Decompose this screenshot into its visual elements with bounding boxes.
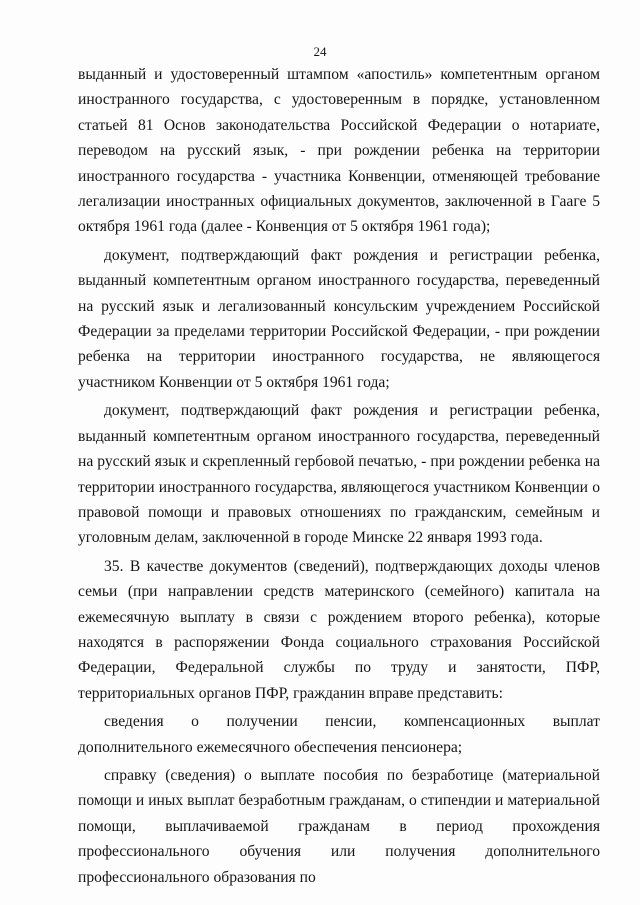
paragraph-pension-info: сведения о получении пенсии, компенсационных выплат дополнительного ежемесячного обеспечения пенсионера; [78,713,600,756]
paragraph-minsk-convention-document: документ, подтверждающий факт рождения и регистрации ребенка, выданный компетентным органом иностранного государства, переведенный на русский язык и скрепленный гербовой печатью, - при рождении ребенка на территории иностранного государства, являющегося участником Конвенции о правовой помощи и правовых отношениях по гражданским, семейным и уголовным делам, заключенной в городе Минске 22 января 1993 года. [78,402,600,547]
document-body [78,62,600,893]
paragraph-legalized-document: документ, подтверждающий факт рождения и регистрации ребенка, выданный компетентным органом иностранного государства, переведенный на русский язык и легализованный консульским учреждением Российской Федерации за пределами территории Российской Федерации, - при рождении ребенка на территории иностранного государства, не являющегося участником Конвенции от 5 октября 1961 года; [78,246,600,391]
page-number: 24 [313,44,327,59]
paragraph-item-35: 35. В качестве документов (сведений), подтверждающих доходы членов семьи (при направлении средств материнского (семейного) капитала на ежемесячную выплату в связи с рождением второго ребенка), которые находятся в распоряжении Фонда социального страхования Российской Федерации, Федеральной службы по труду и занятости, ПФР, территориальных органов ПФР, гражданин вправе представить: [78,557,600,702]
paragraph-unemployment-benefit: справку (сведения) о выплате пособия по безработице (материальной помощи и иных выплат безработным гражданам, о стипендии и материальной помощи, выплачиваемой гражданам в период прохождения профессионального обучения или получения дополнительного профессионального образования по [78,766,600,886]
paragraph-apostille-document: выданный и удостоверенный штампом «апостиль» компетентным органом иностранного государства, с удостоверенным в порядке, установленном статьей 81 Основ законодательства Российской Федерации о нотариате, переводом на русский язык, - при рождении ребенка на территории иностранного государства - участника Конвенции, отменяющей требование легализации иностранных официальных документов, заключенной в Гааге 5 октября 1961 года (далее - Конвенция от 5 октября 1961 года); [78,66,600,236]
